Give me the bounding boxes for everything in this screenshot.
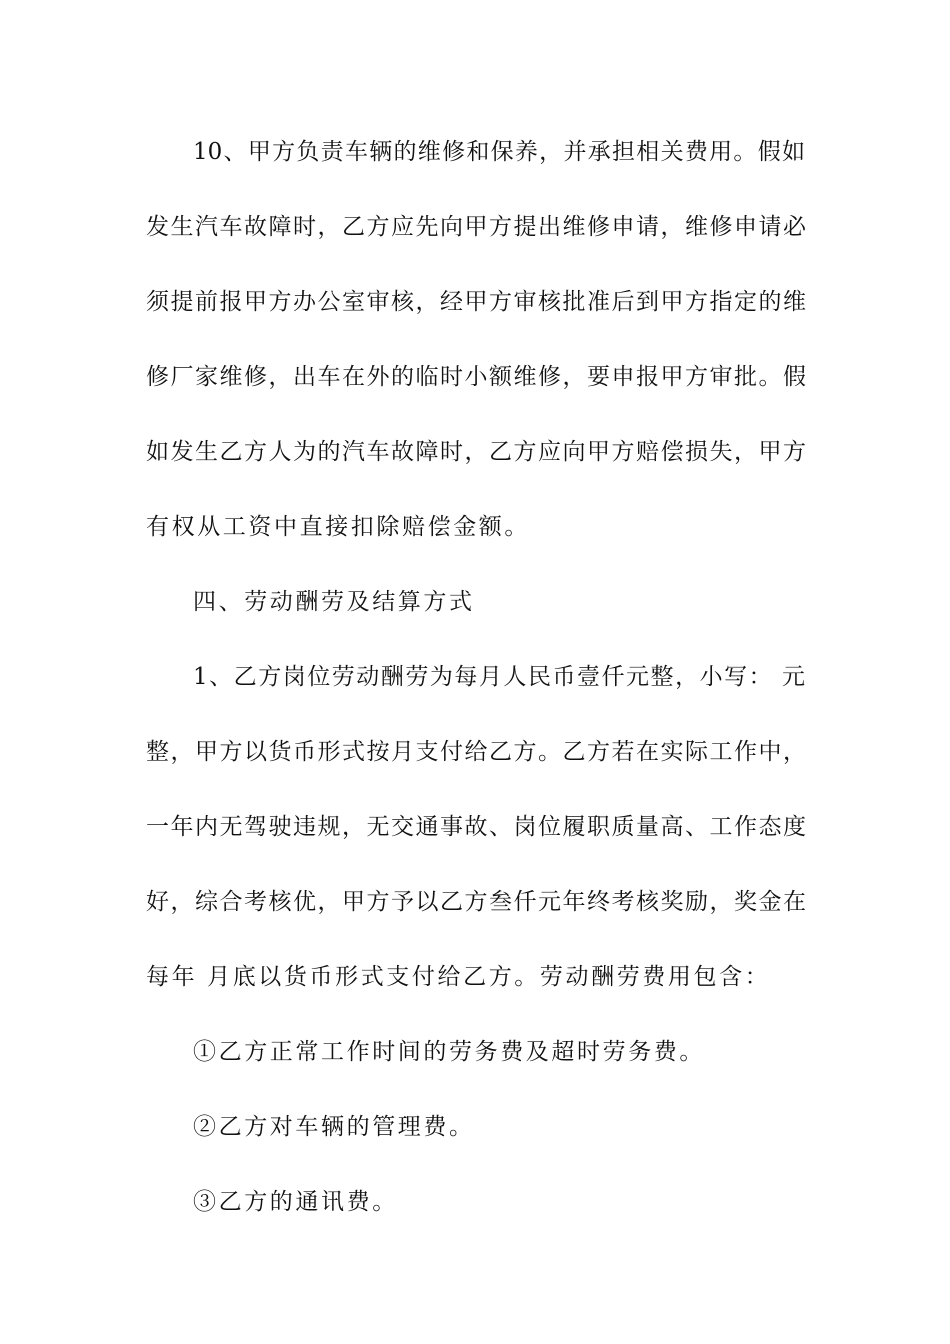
section-heading: 四、劳动酬劳及结算方式 (193, 589, 475, 615)
text-line: 10、甲方负责车辆的维修和保养，并承担相关费用。假如 (193, 139, 805, 165)
text-line: 每年 月底以货币形式支付给乙方。劳动酬劳费用包含： (146, 964, 771, 990)
text-line: 1、乙方岗位劳动酬劳为每月人民币壹仟元整，小写： 元 (193, 664, 805, 690)
text-line: 整，甲方以货币形式按月支付给乙方。乙方若在实际工作中， (146, 739, 806, 765)
list-item: ②乙方对车辆的管理费。 (193, 1114, 475, 1140)
text-line: 如发生乙方人为的汽车故障时，乙方应向甲方赔偿损失，甲方 (146, 439, 806, 465)
text-line: 修厂家维修，出车在外的临时小额维修，要申报甲方审批。假 (146, 364, 806, 390)
list-item: ①乙方正常工作时间的劳务费及超时劳务费。 (193, 1039, 705, 1065)
text-line: 好，综合考核优，甲方予以乙方叁仟元年终考核奖励，奖金在 (146, 889, 806, 915)
list-item: ③乙方的通讯费。 (193, 1189, 398, 1215)
text-line: 发生汽车故障时，乙方应先向甲方提出维修申请，维修申请必 (146, 214, 806, 240)
text-line: 须提前报甲方办公室审核，经甲方审核批准后到甲方指定的维 (146, 289, 806, 315)
text-line: 有权从工资中直接扣除赔偿金额。 (146, 514, 530, 540)
text-line: 一年内无驾驶违规，无交通事故、岗位履职质量高、工作态度 (146, 814, 806, 840)
